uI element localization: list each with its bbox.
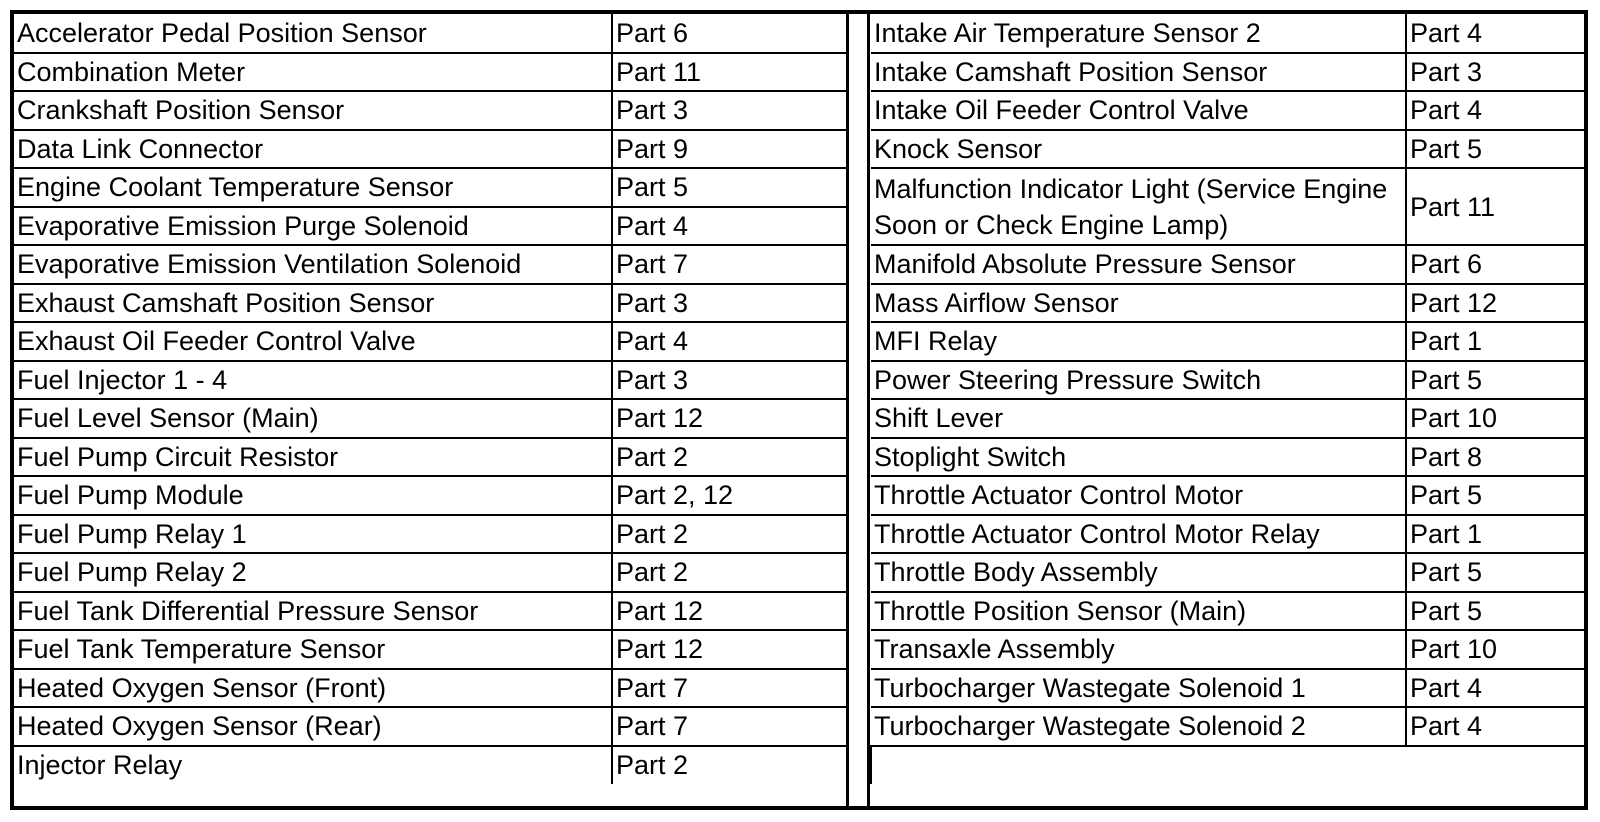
table-row (14, 284, 846, 323)
component-table-left (14, 14, 846, 784)
part-reference: Part 3 (612, 91, 846, 130)
table-row (14, 515, 846, 554)
part-reference: Part 7 (612, 707, 846, 746)
component-name: Shift Lever (871, 399, 1406, 438)
part-reference: Part 9 (612, 130, 846, 169)
table-row (871, 245, 1585, 284)
table-row (871, 168, 1585, 245)
component-name: Evaporative Emission Purge Solenoid (14, 207, 612, 246)
part-reference: Part 5 (1406, 476, 1585, 515)
component-name: Fuel Pump Module (14, 476, 612, 515)
part-reference: Part 5 (1406, 553, 1585, 592)
component-name: Power Steering Pressure Switch (871, 361, 1406, 400)
component-name: Accelerator Pedal Position Sensor (14, 14, 612, 53)
table-row (14, 91, 846, 130)
component-name: Fuel Pump Circuit Resistor (14, 438, 612, 477)
part-reference: Part 10 (1406, 399, 1585, 438)
component-name: Throttle Actuator Control Motor Relay (871, 515, 1406, 554)
component-name: Engine Coolant Temperature Sensor (14, 168, 612, 207)
component-name: Exhaust Camshaft Position Sensor (14, 284, 612, 323)
table-row (14, 130, 846, 169)
table-row (14, 14, 846, 53)
component-name: Evaporative Emission Ventilation Solenoid (14, 245, 612, 284)
part-reference: Part 12 (612, 630, 846, 669)
table-row (871, 630, 1585, 669)
table-row (871, 707, 1585, 746)
table-row (14, 630, 846, 669)
table-row (871, 438, 1585, 477)
component-name: Fuel Injector 1 - 4 (14, 361, 612, 400)
component-name: Fuel Level Sensor (Main) (14, 399, 612, 438)
part-reference: Part 3 (612, 361, 846, 400)
part-reference: Part 4 (612, 207, 846, 246)
table-row (871, 14, 1585, 53)
part-reference: Part 12 (612, 592, 846, 631)
component-name: MFI Relay (871, 322, 1406, 361)
part-reference: Part 11 (1406, 168, 1585, 245)
table-row (14, 553, 846, 592)
part-reference: Part 5 (1406, 361, 1585, 400)
table-row (14, 53, 846, 92)
component-name: Heated Oxygen Sensor (Rear) (14, 707, 612, 746)
table-row (871, 592, 1585, 631)
part-reference: Part 4 (612, 322, 846, 361)
table-row (14, 592, 846, 631)
component-name: Manifold Absolute Pressure Sensor (871, 245, 1406, 284)
component-name: Knock Sensor (871, 130, 1406, 169)
component-name: Intake Air Temperature Sensor 2 (871, 14, 1406, 53)
table-row (871, 53, 1585, 92)
component-name: Fuel Tank Differential Pressure Sensor (14, 592, 612, 631)
component-name: Injector Relay (14, 746, 612, 785)
table-row (871, 361, 1585, 400)
component-name: Intake Camshaft Position Sensor (871, 53, 1406, 92)
part-reference: Part 2, 12 (612, 476, 846, 515)
table-row (14, 746, 846, 785)
part-reference: Part 11 (612, 53, 846, 92)
table-row (14, 322, 846, 361)
part-reference: Part 3 (1406, 53, 1585, 92)
part-reference: Part 7 (612, 669, 846, 708)
part-reference: Part 2 (612, 553, 846, 592)
part-reference: Part 1 (1406, 322, 1585, 361)
table-row (14, 669, 846, 708)
component-name: Throttle Actuator Control Motor (871, 476, 1406, 515)
part-reference: Part 2 (612, 438, 846, 477)
table-row (871, 476, 1585, 515)
component-name: Heated Oxygen Sensor (Front) (14, 669, 612, 708)
empty-cell (871, 746, 1585, 785)
component-name: Transaxle Assembly (871, 630, 1406, 669)
component-table-right (870, 14, 1585, 784)
table-row (14, 245, 846, 284)
part-reference: Part 1 (1406, 515, 1585, 554)
table-row (871, 399, 1585, 438)
table-row (14, 361, 846, 400)
table-row (871, 553, 1585, 592)
component-name: Turbocharger Wastegate Solenoid 2 (871, 707, 1406, 746)
part-reference: Part 5 (1406, 592, 1585, 631)
component-index-frame (10, 10, 1588, 810)
empty-row (871, 746, 1585, 785)
component-name: Stoplight Switch (871, 438, 1406, 477)
table-row (871, 130, 1585, 169)
table-row (871, 322, 1585, 361)
component-name: Throttle Body Assembly (871, 553, 1406, 592)
component-name: Data Link Connector (14, 130, 612, 169)
component-name: Malfunction Indicator Light (Service Engine Soon or Check Engine Lamp) (871, 168, 1406, 245)
table-row (14, 707, 846, 746)
part-reference: Part 2 (612, 515, 846, 554)
column-divider (846, 14, 870, 806)
part-reference: Part 6 (1406, 245, 1585, 284)
part-reference: Part 5 (612, 168, 846, 207)
part-reference: Part 5 (1406, 130, 1585, 169)
table-row (871, 515, 1585, 554)
component-name: Fuel Pump Relay 2 (14, 553, 612, 592)
table-row (14, 207, 846, 246)
part-reference: Part 10 (1406, 630, 1585, 669)
component-name: Mass Airflow Sensor (871, 284, 1406, 323)
part-reference: Part 4 (1406, 669, 1585, 708)
part-reference: Part 4 (1406, 14, 1585, 53)
component-name: Intake Oil Feeder Control Valve (871, 91, 1406, 130)
table-row (871, 284, 1585, 323)
part-reference: Part 12 (612, 399, 846, 438)
table-row (14, 438, 846, 477)
part-reference: Part 6 (612, 14, 846, 53)
part-reference: Part 8 (1406, 438, 1585, 477)
part-reference: Part 7 (612, 245, 846, 284)
table-row (14, 168, 846, 207)
component-name: Exhaust Oil Feeder Control Valve (14, 322, 612, 361)
part-reference: Part 3 (612, 284, 846, 323)
part-reference: Part 4 (1406, 91, 1585, 130)
table-row (14, 399, 846, 438)
component-name: Turbocharger Wastegate Solenoid 1 (871, 669, 1406, 708)
table-row (871, 669, 1585, 708)
table-row (871, 91, 1585, 130)
part-reference: Part 2 (612, 746, 846, 785)
part-reference: Part 12 (1406, 284, 1585, 323)
component-name: Combination Meter (14, 53, 612, 92)
component-name: Fuel Tank Temperature Sensor (14, 630, 612, 669)
table-row (14, 476, 846, 515)
component-name: Throttle Position Sensor (Main) (871, 592, 1406, 631)
part-reference: Part 4 (1406, 707, 1585, 746)
component-name: Fuel Pump Relay 1 (14, 515, 612, 554)
component-name: Crankshaft Position Sensor (14, 91, 612, 130)
